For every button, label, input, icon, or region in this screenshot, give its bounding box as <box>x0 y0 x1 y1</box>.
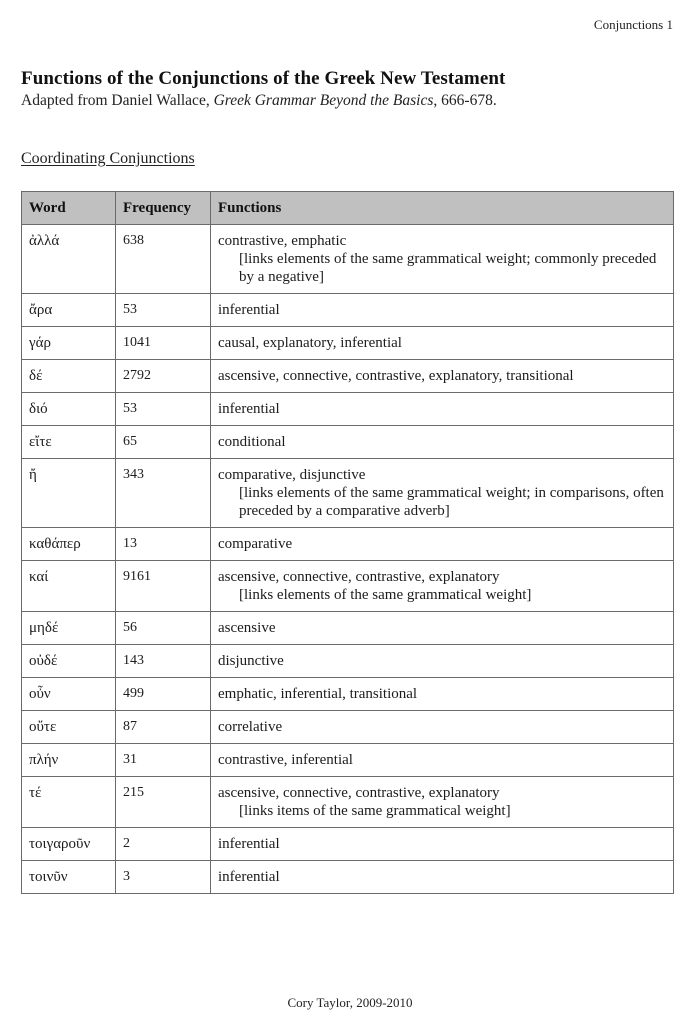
functions-text: disjunctive <box>218 653 284 669</box>
table-row <box>22 777 674 828</box>
functions-cell <box>211 225 674 294</box>
frequency-cell: 499 <box>116 678 211 711</box>
table-body <box>22 225 674 894</box>
table-row <box>22 828 674 861</box>
frequency-cell: 9161 <box>116 561 211 612</box>
word-cell: οὔτε <box>22 711 116 744</box>
frequency-cell: 53 <box>116 294 211 327</box>
functions-cell <box>211 777 674 828</box>
table-row <box>22 645 674 678</box>
table-row <box>22 360 674 393</box>
functions-cell <box>211 612 674 645</box>
book-title: Greek Grammar Beyond the Basics <box>213 92 434 109</box>
functions-note: [links elements of the same grammatical weight; commonly preceded by a negative] <box>239 251 657 285</box>
functions-cell <box>211 561 674 612</box>
page-header: Conjunctions 1 <box>593 17 673 32</box>
conjunctions-table <box>21 191 674 894</box>
frequency-cell: 65 <box>116 426 211 459</box>
document-subtitle <box>21 92 497 110</box>
frequency-cell: 343 <box>116 459 211 528</box>
column-header-functions: Functions <box>211 192 674 225</box>
table-row <box>22 678 674 711</box>
functions-text: ascensive <box>218 620 276 636</box>
frequency-cell: 638 <box>116 225 211 294</box>
functions-text: ascensive, connective, contrastive, explanatory <box>218 785 500 801</box>
functions-text: ascensive, connective, contrastive, explanatory <box>218 569 500 585</box>
word-cell: πλήν <box>22 744 116 777</box>
table-row <box>22 612 674 645</box>
functions-cell <box>211 711 674 744</box>
frequency-cell: 143 <box>116 645 211 678</box>
word-cell: διό <box>22 393 116 426</box>
table-row <box>22 744 674 777</box>
frequency-cell: 56 <box>116 612 211 645</box>
functions-text: inferential <box>218 302 280 318</box>
table-row <box>22 561 674 612</box>
frequency-cell: 87 <box>116 711 211 744</box>
column-header-word: Word <box>22 192 116 225</box>
functions-cell <box>211 828 674 861</box>
functions-cell <box>211 459 674 528</box>
frequency-cell: 1041 <box>116 327 211 360</box>
subtitle-suffix: , 666-678. <box>433 92 497 109</box>
word-cell: καί <box>22 561 116 612</box>
table-row <box>22 393 674 426</box>
functions-cell <box>211 393 674 426</box>
functions-cell <box>211 861 674 894</box>
functions-cell <box>211 327 674 360</box>
table-row <box>22 294 674 327</box>
functions-text: causal, explanatory, inferential <box>218 335 402 351</box>
functions-text: conditional <box>218 434 286 450</box>
frequency-cell: 3 <box>116 861 211 894</box>
word-cell: οὐδέ <box>22 645 116 678</box>
word-cell: δέ <box>22 360 116 393</box>
functions-text: emphatic, inferential, transitional <box>218 686 418 702</box>
functions-cell <box>211 360 674 393</box>
document-title: Functions of the Conjunctions of the Greek New Testament <box>21 68 506 89</box>
functions-cell <box>211 678 674 711</box>
table-row <box>22 528 674 561</box>
functions-note: [links elements of the same grammatical weight; in comparisons, often preceded by a comparative adverb] <box>239 485 664 519</box>
functions-text: inferential <box>218 401 280 417</box>
table-row <box>22 225 674 294</box>
functions-text: correlative <box>218 719 283 735</box>
word-cell: ἀλλά <box>22 225 116 294</box>
table-header-row <box>22 192 674 225</box>
frequency-cell: 215 <box>116 777 211 828</box>
column-header-frequency: Frequency <box>116 192 211 225</box>
functions-note: [links elements of the same grammatical weight] <box>239 587 532 603</box>
frequency-cell: 2792 <box>116 360 211 393</box>
word-cell: τοιγαροῦν <box>22 828 116 861</box>
frequency-cell: 2 <box>116 828 211 861</box>
frequency-cell: 31 <box>116 744 211 777</box>
functions-text: inferential <box>218 836 280 852</box>
frequency-cell: 53 <box>116 393 211 426</box>
section-heading: Coordinating Conjunctions <box>21 150 195 167</box>
table-row <box>22 861 674 894</box>
functions-cell <box>211 528 674 561</box>
page-footer: Cory Taylor, 2009-2010 <box>287 995 413 1010</box>
functions-cell <box>211 744 674 777</box>
functions-text: comparative, disjunctive <box>218 467 366 483</box>
table-row <box>22 459 674 528</box>
word-cell: μηδέ <box>22 612 116 645</box>
subtitle-prefix: Adapted from Daniel Wallace, <box>21 92 214 109</box>
word-cell: ἄρα <box>22 294 116 327</box>
word-cell: οὖν <box>22 678 116 711</box>
table-row <box>22 711 674 744</box>
table-row <box>22 426 674 459</box>
functions-text: contrastive, emphatic <box>218 233 347 249</box>
word-cell: γάρ <box>22 327 116 360</box>
word-cell: τοινῦν <box>22 861 116 894</box>
word-cell: καθάπερ <box>22 528 116 561</box>
functions-cell <box>211 426 674 459</box>
functions-text: ascensive, connective, contrastive, explanatory, transitional <box>218 368 574 384</box>
functions-text: inferential <box>218 869 280 885</box>
functions-text: comparative <box>218 536 293 552</box>
functions-note: [links items of the same grammatical weight] <box>239 803 511 819</box>
functions-cell <box>211 294 674 327</box>
word-cell: ἤ <box>22 459 116 528</box>
functions-text: contrastive, inferential <box>218 752 353 768</box>
word-cell: εἴτε <box>22 426 116 459</box>
table-row <box>22 327 674 360</box>
functions-cell <box>211 645 674 678</box>
frequency-cell: 13 <box>116 528 211 561</box>
word-cell: τέ <box>22 777 116 828</box>
